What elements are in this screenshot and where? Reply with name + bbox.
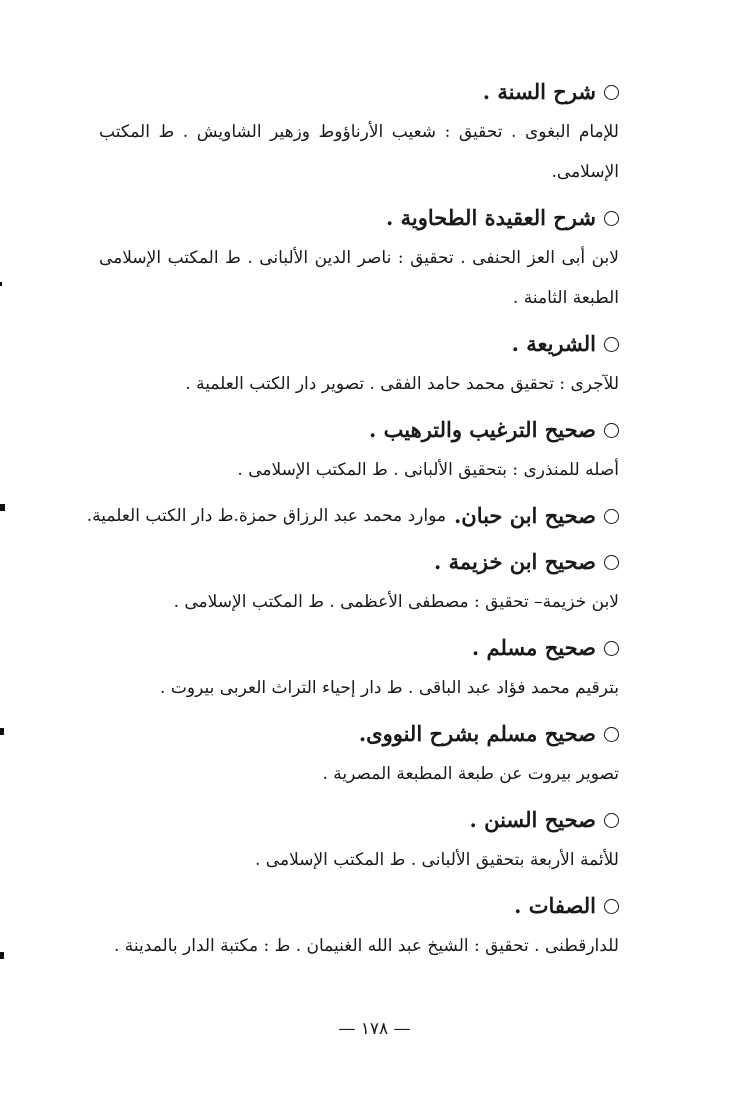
entry-title-line — [99, 324, 619, 364]
entry-description: للإمام البغوى . تحقيق : شعيب الأرناؤوط وزهير الشاويش . ط المكتب الإسلامى. — [99, 122, 619, 182]
entry-description: أصله للمنذرى : بتحقيق الألبانى . ط المكتب الإسلامى . — [237, 460, 619, 480]
entry-title: شرح العقيدة الطحاوية . — [386, 205, 596, 230]
bibliography-entry — [99, 542, 619, 622]
margin-scan-mark — [0, 504, 5, 511]
circle-bullet-icon — [604, 813, 619, 828]
circle-bullet-icon — [604, 899, 619, 914]
entry-title: صحيح ابن حبان. — [453, 503, 596, 528]
circle-bullet-icon — [604, 337, 619, 352]
entry-title-line — [99, 198, 619, 238]
circle-bullet-icon — [604, 423, 619, 438]
page-number: — ١٧٨ — — [338, 1019, 411, 1039]
entry-title: شرح السنة . — [482, 79, 596, 104]
entry-title: صحيح مسلم . — [471, 635, 596, 660]
entry-title-line — [99, 714, 619, 754]
bibliography-entry — [99, 800, 619, 880]
entry-title-line — [99, 72, 619, 112]
bibliography-entry — [86, 496, 619, 536]
margin-scan-mark — [0, 952, 4, 959]
circle-bullet-icon — [604, 211, 619, 226]
bibliography-entry — [99, 714, 619, 794]
entry-title-line — [99, 800, 619, 840]
circle-bullet-icon — [604, 509, 619, 524]
entry-title: صحيح الترغيب والترهيب . — [369, 417, 596, 442]
bibliography-entry — [99, 886, 619, 966]
entry-description: لابن خزيمة– تحقيق : مصطفى الأعظمى . ط المكتب الإسلامى . — [173, 592, 619, 612]
circle-bullet-icon — [604, 85, 619, 100]
circle-bullet-icon — [604, 555, 619, 570]
entry-title: صحيح مسلم بشرح النووى. — [358, 721, 596, 746]
entry-description: للآجرى : تحقيق محمد حامد الفقى . تصوير دار الكتب العلمية . — [185, 374, 619, 394]
entry-title: الشريعة . — [511, 331, 596, 356]
entry-description: لابن أبى العز الحنفى . تحقيق : ناصر الدين الألبانى . ط المكتب الإسلامى الطبعة الثامنة . — [99, 248, 619, 308]
entry-title-line — [86, 496, 619, 536]
circle-bullet-icon — [604, 641, 619, 656]
entry-title: صحيح السنن . — [469, 807, 596, 832]
entry-title-line — [99, 542, 619, 582]
bibliography-entry — [99, 72, 619, 192]
entry-title-line — [99, 886, 619, 926]
entry-title-line — [99, 410, 619, 450]
margin-scan-mark — [0, 728, 4, 735]
bibliography-entry — [99, 410, 619, 490]
entry-description: تصوير بيروت عن طبعة المطبعة المصرية . — [322, 764, 619, 784]
margin-scan-mark — [0, 282, 2, 286]
bibliography-entry — [99, 628, 619, 708]
bibliography-entry — [99, 324, 619, 404]
entry-description: للدارقطنى . تحقيق : الشيخ عبد الله الغنيمان . ط : مكتبة الدار بالمدينة . — [113, 936, 619, 956]
entry-title-line — [99, 628, 619, 668]
entry-description: للأئمة الأربعة بتحقيق الألبانى . ط المكتب الإسلامى . — [254, 850, 619, 870]
bibliography-list — [86, 72, 619, 972]
entry-inline-note: موارد محمد عبد الرزاق حمزة.ط دار الكتب العلمية. — [86, 506, 446, 526]
bibliography-entry — [99, 198, 619, 318]
entry-description: بترقيم محمد فؤاد عبد الباقى . ط دار إحياء التراث العربى بيروت . — [160, 678, 619, 698]
circle-bullet-icon — [604, 727, 619, 742]
entry-title: صحيح ابن خزيمة . — [433, 549, 596, 574]
entry-title: الصفات . — [514, 893, 596, 918]
